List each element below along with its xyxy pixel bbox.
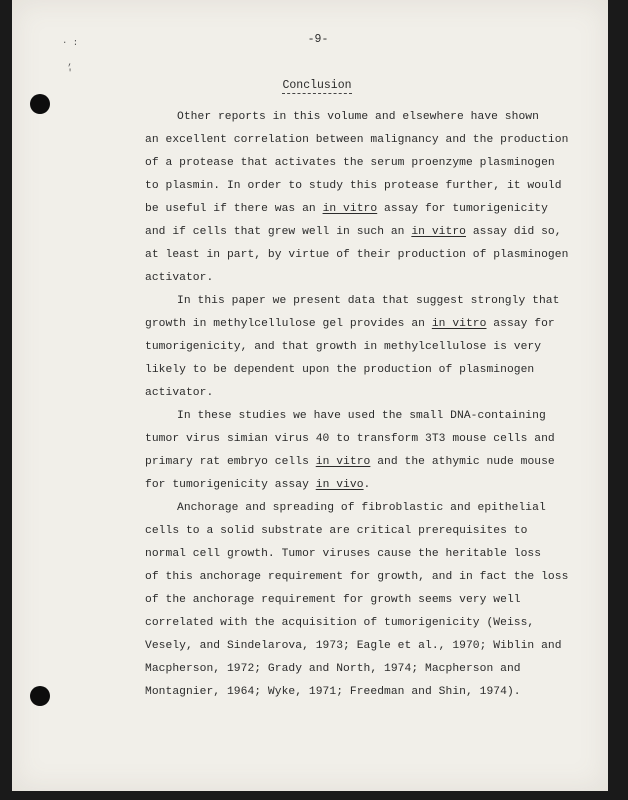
text-segment: primary rat embryo cells	[145, 456, 316, 468]
text-line	[145, 318, 555, 330]
text-line	[145, 226, 562, 238]
underlined-term: in vitro	[315, 456, 371, 468]
text-segment: In this paper we present data that suggest strongly that	[177, 295, 560, 307]
text-line	[145, 341, 541, 353]
text-segment: and the athymic nude mouse	[370, 456, 555, 468]
text-line	[145, 663, 521, 675]
text-line	[145, 571, 568, 583]
text-line	[177, 410, 546, 422]
text-line	[145, 594, 521, 606]
underlined-term: in vitro	[322, 203, 378, 215]
text-segment: assay for tumorigenicity	[377, 203, 548, 215]
document-page	[12, 0, 608, 791]
text-line	[177, 295, 559, 307]
underlined-term: in vivo	[315, 479, 364, 491]
text-line	[145, 180, 562, 192]
text-line	[145, 640, 562, 652]
section-heading-text: Conclusion	[282, 79, 352, 92]
text-segment: cells to a solid substrate are critical prerequisites to	[145, 525, 528, 537]
text-segment: Other reports in this volume and elsewhere have shown	[177, 111, 539, 123]
text-line	[145, 249, 568, 261]
text-segment: to plasmin. In order to study this protease further, it would	[145, 180, 562, 192]
text-segment: be useful if there was an	[145, 203, 323, 215]
underlined-term: in vitro	[411, 226, 466, 238]
text-segment: and if cells that grew well in such an	[145, 226, 412, 238]
text-segment: normal cell growth. Tumor viruses cause the heritable loss	[145, 548, 542, 560]
text-segment: .	[363, 479, 371, 491]
text-segment: Macpherson, 1972; Grady and North, 1974; Macpherson and	[145, 663, 521, 675]
punch-hole-top	[30, 94, 50, 114]
section-heading	[12, 79, 608, 92]
text-segment: activator.	[145, 272, 214, 284]
text-line	[145, 134, 568, 146]
text-segment: likely to be dependent upon the production of plasminogen	[145, 364, 535, 376]
text-segment: at least in part, by virtue of their production of plasminogen	[145, 249, 569, 261]
text-segment: of this anchorage requirement for growth, and in fact the loss	[145, 571, 569, 583]
text-line	[145, 203, 548, 215]
text-line	[145, 387, 213, 399]
text-segment: for tumorigenicity assay	[145, 479, 316, 491]
text-line	[145, 617, 534, 629]
text-segment: of a protease that activates the serum proenzyme plasminogen	[145, 157, 555, 169]
text-line	[145, 157, 555, 169]
text-segment: Anchorage and spreading of fibroblastic and epithelial	[177, 502, 546, 514]
text-segment: tumor virus simian virus 40 to transform 3T3 mouse cells and	[145, 433, 555, 445]
text-line	[145, 272, 213, 284]
text-segment: assay did so,	[465, 226, 562, 238]
text-line	[145, 364, 534, 376]
text-line	[145, 548, 541, 560]
text-segment: an excellent correlation between malignancy and the production	[145, 134, 569, 146]
text-line	[145, 525, 527, 537]
text-line	[145, 433, 555, 445]
text-line	[145, 456, 555, 468]
text-segment: Vesely, and Sindelarova, 1973; Eagle et al., 1970; Wiblin and	[145, 640, 562, 652]
text-segment: of the anchorage requirement for growth seems very well	[145, 594, 521, 606]
text-line	[177, 502, 546, 514]
paper-specks: · : , '	[62, 38, 79, 78]
text-segment: growth in methylcellulose gel provides an	[145, 318, 432, 330]
text-line	[177, 111, 539, 123]
page-number: -9-	[307, 33, 329, 46]
underlined-term: in vitro	[431, 318, 487, 330]
text-line	[145, 686, 521, 698]
text-segment: Montagnier, 1964; Wyke, 1971; Freedman and Shin, 1974).	[145, 686, 521, 698]
text-segment: activator.	[145, 387, 214, 399]
text-line	[145, 479, 370, 491]
text-segment: assay for	[486, 318, 555, 330]
text-segment: correlated with the acquisition of tumorigenicity (Weiss,	[145, 617, 535, 629]
punch-hole-bottom	[30, 686, 50, 706]
text-segment: tumorigenicity, and that growth in methylcellulose is very	[145, 341, 542, 353]
text-segment: In these studies we have used the small DNA-containing	[177, 410, 546, 422]
